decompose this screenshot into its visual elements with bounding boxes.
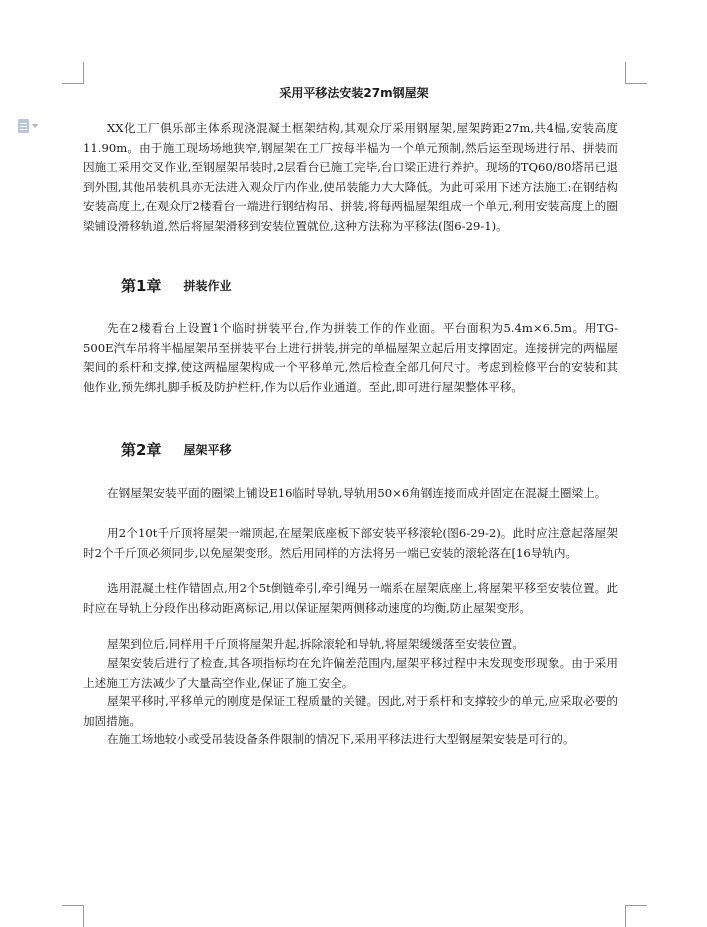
chapter-1-paragraph: 先在2楼看台上设置1个临时拼装平台,作为拼装工作的作业面。平台面积为5.4m×6.5m。用TG-500E汽车吊将半榀屋架吊至拼装平台上进行拼装,拼完的单榀屋架立起后用支撑固定。连接拼完的两榀屋架间的系杆和支撑,使这两榀屋架构成一个平移单元,然后检查全部几何尺寸。考虑到检修平台的安装和其他作业,预先绑扎脚手板及防护栏杆,作为以后作业通道。至此,即可进行屋架整体平移。 — [83, 321, 618, 394]
chapter-2-paragraph-7: 在施工场地较小或受吊装设备条件限制的情况下,采用平移法进行大型钢屋架安装是可行的。 — [107, 732, 575, 746]
crop-mark-bottom-left — [62, 905, 84, 927]
document-title: 采用平移法安装27m钢屋架 — [279, 86, 429, 100]
chevron-down-icon — [32, 124, 38, 128]
crop-mark-bottom-right — [625, 905, 647, 927]
chapter-2-paragraph-1: 在钢屋架安装平面的圈梁上铺设E16临时导轨,导轨用50×6角钢连接而成并固定在混凝土圈梁上。 — [107, 486, 607, 500]
crop-mark-top-right — [625, 62, 647, 84]
chapter-2-title: 屋架平移 — [183, 443, 232, 457]
chapter-2-paragraph-5: 屋架安装后进行了检查,其各项指标均在允许偏差范围内,屋架平移过程中未发现变形现象。由于采用上述施工方法减少了大量高空作业,保证了施工安全。 — [83, 656, 618, 690]
chapter-2-paragraph-4: 屋架到位后,同样用千斤顶将屋架升起,拆除滚轮和导轨,将屋架缓缓落至安装位置。 — [107, 637, 524, 651]
chapter-1-number: 第1章 — [121, 277, 162, 295]
chapter-2-paragraph-3: 选用混凝土柱作错固点,用2个5t倒链牵引,牵引绳另一端系在屋架底座上,将屋架平移至安装位置。此时应在导轨上分段作出移动距离标记,用以保证屋架两侧移动速度的均衡,防止屋架变形。 — [83, 581, 618, 615]
chapter-1-title: 拼装作业 — [183, 279, 232, 293]
chapter-2-number: 第2章 — [121, 441, 162, 459]
chapter-2-paragraph-6: 屋架平移时,平移单元的刚度是保证工程质量的关键。因此,对于系杆和支撑较少的单元,应采取必要的加固措施。 — [83, 694, 618, 728]
crop-mark-top-left — [62, 62, 84, 84]
chapter-1-heading — [121, 276, 231, 296]
page-icon — [18, 119, 29, 133]
chapter-2-paragraph-2: 用2个10t千斤顶将屋架一端顶起,在屋架底座板下部安装平移滚轮(图6-29-2)。此时应注意起落屋架时2个千斤顶必须同步,以免屋架变形。然后用同样的方法将另一端已安装的滚轮落在[16导轨内。 — [83, 526, 618, 560]
intro-paragraph: XX化工厂俱乐部主体系现浇混凝土框架结构,其观众厅采用钢屋架,屋架跨距27m,共4榀,安装高度11.90m。由于施工现场场地狭窄,钢屋架在工厂按每半榀为一个单元预制,然后运至现场进行吊、拼装而因施工采用交叉作业,至钢屋架吊装时,2层看台已施工完毕,台口梁正进行养护。现场的TQ60/80塔吊已退到外围,其他吊装机具亦无法进入观众厅内作业,使吊装能力大大降低。为此可采用下述方法施工:在钢结构安装高度上,在观众厅2楼看台一端进行钢结构吊、拼装,将每两榀屋架组成一个单元,利用安装高度上的圈梁铺设滑移轨道,然后将屋架滑移到安装位置就位,这种方法称为平移法(图6-29-1)。 — [83, 121, 618, 233]
document-options-icon[interactable] — [18, 118, 48, 134]
chapter-2-heading — [121, 440, 231, 460]
